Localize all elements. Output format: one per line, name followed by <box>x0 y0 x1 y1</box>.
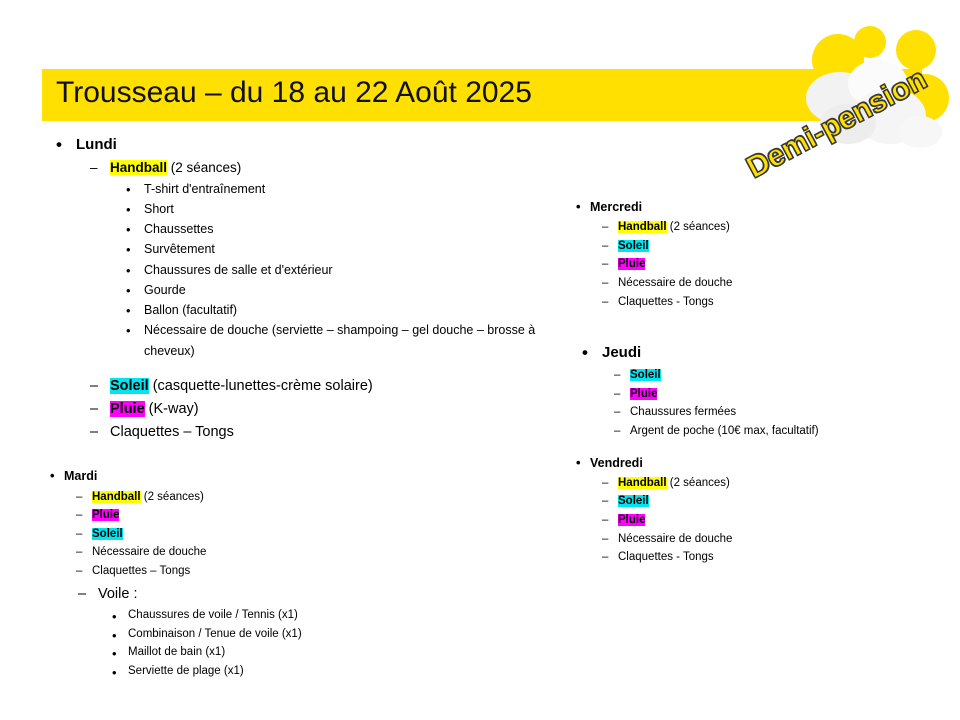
handball-tag: Handball <box>110 159 168 175</box>
lundi-weather-items <box>76 375 562 445</box>
pluie-tag: Pluie <box>618 513 646 526</box>
claquettes-label: Claquettes – Tongs <box>110 424 234 441</box>
list-item: • Combinaison / Tenue de voile (x1) <box>98 625 562 644</box>
list-item: • Chaussures de voile / Tennis (x1) <box>98 606 562 625</box>
soleil-tag: Soleil <box>110 377 149 394</box>
list-item <box>76 398 562 421</box>
list-item <box>590 530 948 549</box>
list-item <box>76 421 562 444</box>
handball-tag: Handball <box>92 490 141 503</box>
handball-suffix: (2 séances) <box>167 159 242 175</box>
handball-suffix: (2 séances) <box>666 221 730 234</box>
list-item <box>602 385 948 404</box>
list-item <box>64 543 562 562</box>
pluie-suffix: (K-way) <box>144 401 199 418</box>
lundi-gear-list <box>110 179 562 361</box>
day-lundi-label: • Lundi <box>76 136 117 153</box>
chaussures-label: Chaussures fermées <box>630 406 737 419</box>
list-item <box>590 237 948 256</box>
claquettes-label: Claquettes - Tongs <box>618 551 714 564</box>
list-item <box>64 488 562 507</box>
left-column <box>42 134 562 681</box>
list-item <box>64 506 562 525</box>
jeudi-items <box>602 366 948 441</box>
list-item: • Serviette de plage (x1) <box>98 662 562 681</box>
soleil-tag: Soleil <box>618 495 649 508</box>
day-vendredi-label: • Vendredi <box>590 456 643 470</box>
day-mercredi-label: • Mercredi <box>590 200 642 214</box>
handball-tag: Handball <box>618 476 667 489</box>
mardi-voile-block <box>64 583 562 681</box>
mardi-items <box>64 488 562 581</box>
voile-items <box>98 606 562 681</box>
soleil-tag: Soleil <box>630 369 661 381</box>
lundi-items <box>76 158 562 361</box>
list-item <box>64 562 562 581</box>
list-item <box>590 255 948 274</box>
list-item <box>590 492 948 511</box>
day-list-left <box>42 134 562 444</box>
list-item <box>64 525 562 544</box>
pluie-tag: Pluie <box>110 401 145 418</box>
handball-suffix: (2 séances) <box>666 476 730 489</box>
day-list-vendredi <box>568 454 948 567</box>
day-list-mercredi <box>568 198 948 311</box>
demi-pension-stamp <box>720 20 950 210</box>
day-mercredi <box>568 198 948 311</box>
douche-label: Nécessaire de douche <box>618 532 733 545</box>
douche-label: Nécessaire de douche <box>92 546 207 559</box>
spacer <box>42 445 562 467</box>
vendredi-items <box>590 474 948 567</box>
pluie-tag: Pluie <box>618 258 646 271</box>
list-item: • Gourde <box>110 280 562 300</box>
day-mardi-label: • Mardi <box>64 469 97 483</box>
douche-label: Nécessaire de douche <box>618 277 733 289</box>
day-jeudi-label: • Jeudi <box>602 344 641 361</box>
handball-tag: Handball <box>618 221 667 234</box>
list-item <box>590 218 948 237</box>
list-item: • Short <box>110 199 562 219</box>
claquettes-label: Claquettes - Tongs <box>618 295 714 308</box>
soleil-tag: Soleil <box>618 239 649 252</box>
pluie-tag: Pluie <box>630 387 658 400</box>
list-item: • Maillot de bain (x1) <box>98 643 562 662</box>
list-item <box>602 422 948 441</box>
spacer <box>568 312 948 342</box>
soleil-tag: Soleil <box>92 527 123 540</box>
list-item <box>602 366 948 385</box>
spacer <box>568 442 948 454</box>
day-mardi <box>42 467 562 680</box>
list-item: • T-shirt d'entraînement <box>110 179 562 199</box>
list-item <box>590 474 948 493</box>
list-item <box>602 403 948 422</box>
list-item <box>590 274 948 293</box>
argent-label: Argent de poche (10€ max, facultatif) <box>630 424 819 437</box>
soleil-suffix: (casquette-lunettes-crème solaire) <box>148 377 373 394</box>
list-item <box>76 158 562 361</box>
day-lundi <box>42 134 562 444</box>
list-item: • Ballon (facultatif) <box>110 300 562 320</box>
day-vendredi <box>568 454 948 567</box>
voile-label: Voile : <box>98 585 138 602</box>
list-item: • Survêtement <box>110 239 562 259</box>
list-item <box>590 293 948 312</box>
day-list-jeudi <box>568 342 948 440</box>
list-item <box>590 511 948 530</box>
list-item <box>64 583 562 681</box>
list-item: • Chaussures de salle et d'extérieur <box>110 260 562 280</box>
list-item <box>590 548 948 567</box>
spacer <box>76 361 562 373</box>
stamp-label: Demi-pension <box>741 62 933 185</box>
list-item: • Nécessaire de douche (serviette – shampoing – gel douche – brosse à cheveux) <box>110 320 562 361</box>
pluie-tag: Pluie <box>92 509 120 522</box>
day-list-mardi <box>42 467 562 680</box>
list-item: • Chaussettes <box>110 219 562 239</box>
handball-suffix: (2 séances) <box>140 490 204 503</box>
claquettes-label: Claquettes – Tongs <box>92 565 191 578</box>
cloud-sun-icon <box>720 20 950 210</box>
list-item <box>76 375 562 398</box>
mercredi-items <box>590 218 948 311</box>
right-column <box>568 198 948 568</box>
day-jeudi <box>568 342 948 440</box>
page-title: Trousseau – du 18 au 22 Août 2025 <box>56 76 532 109</box>
